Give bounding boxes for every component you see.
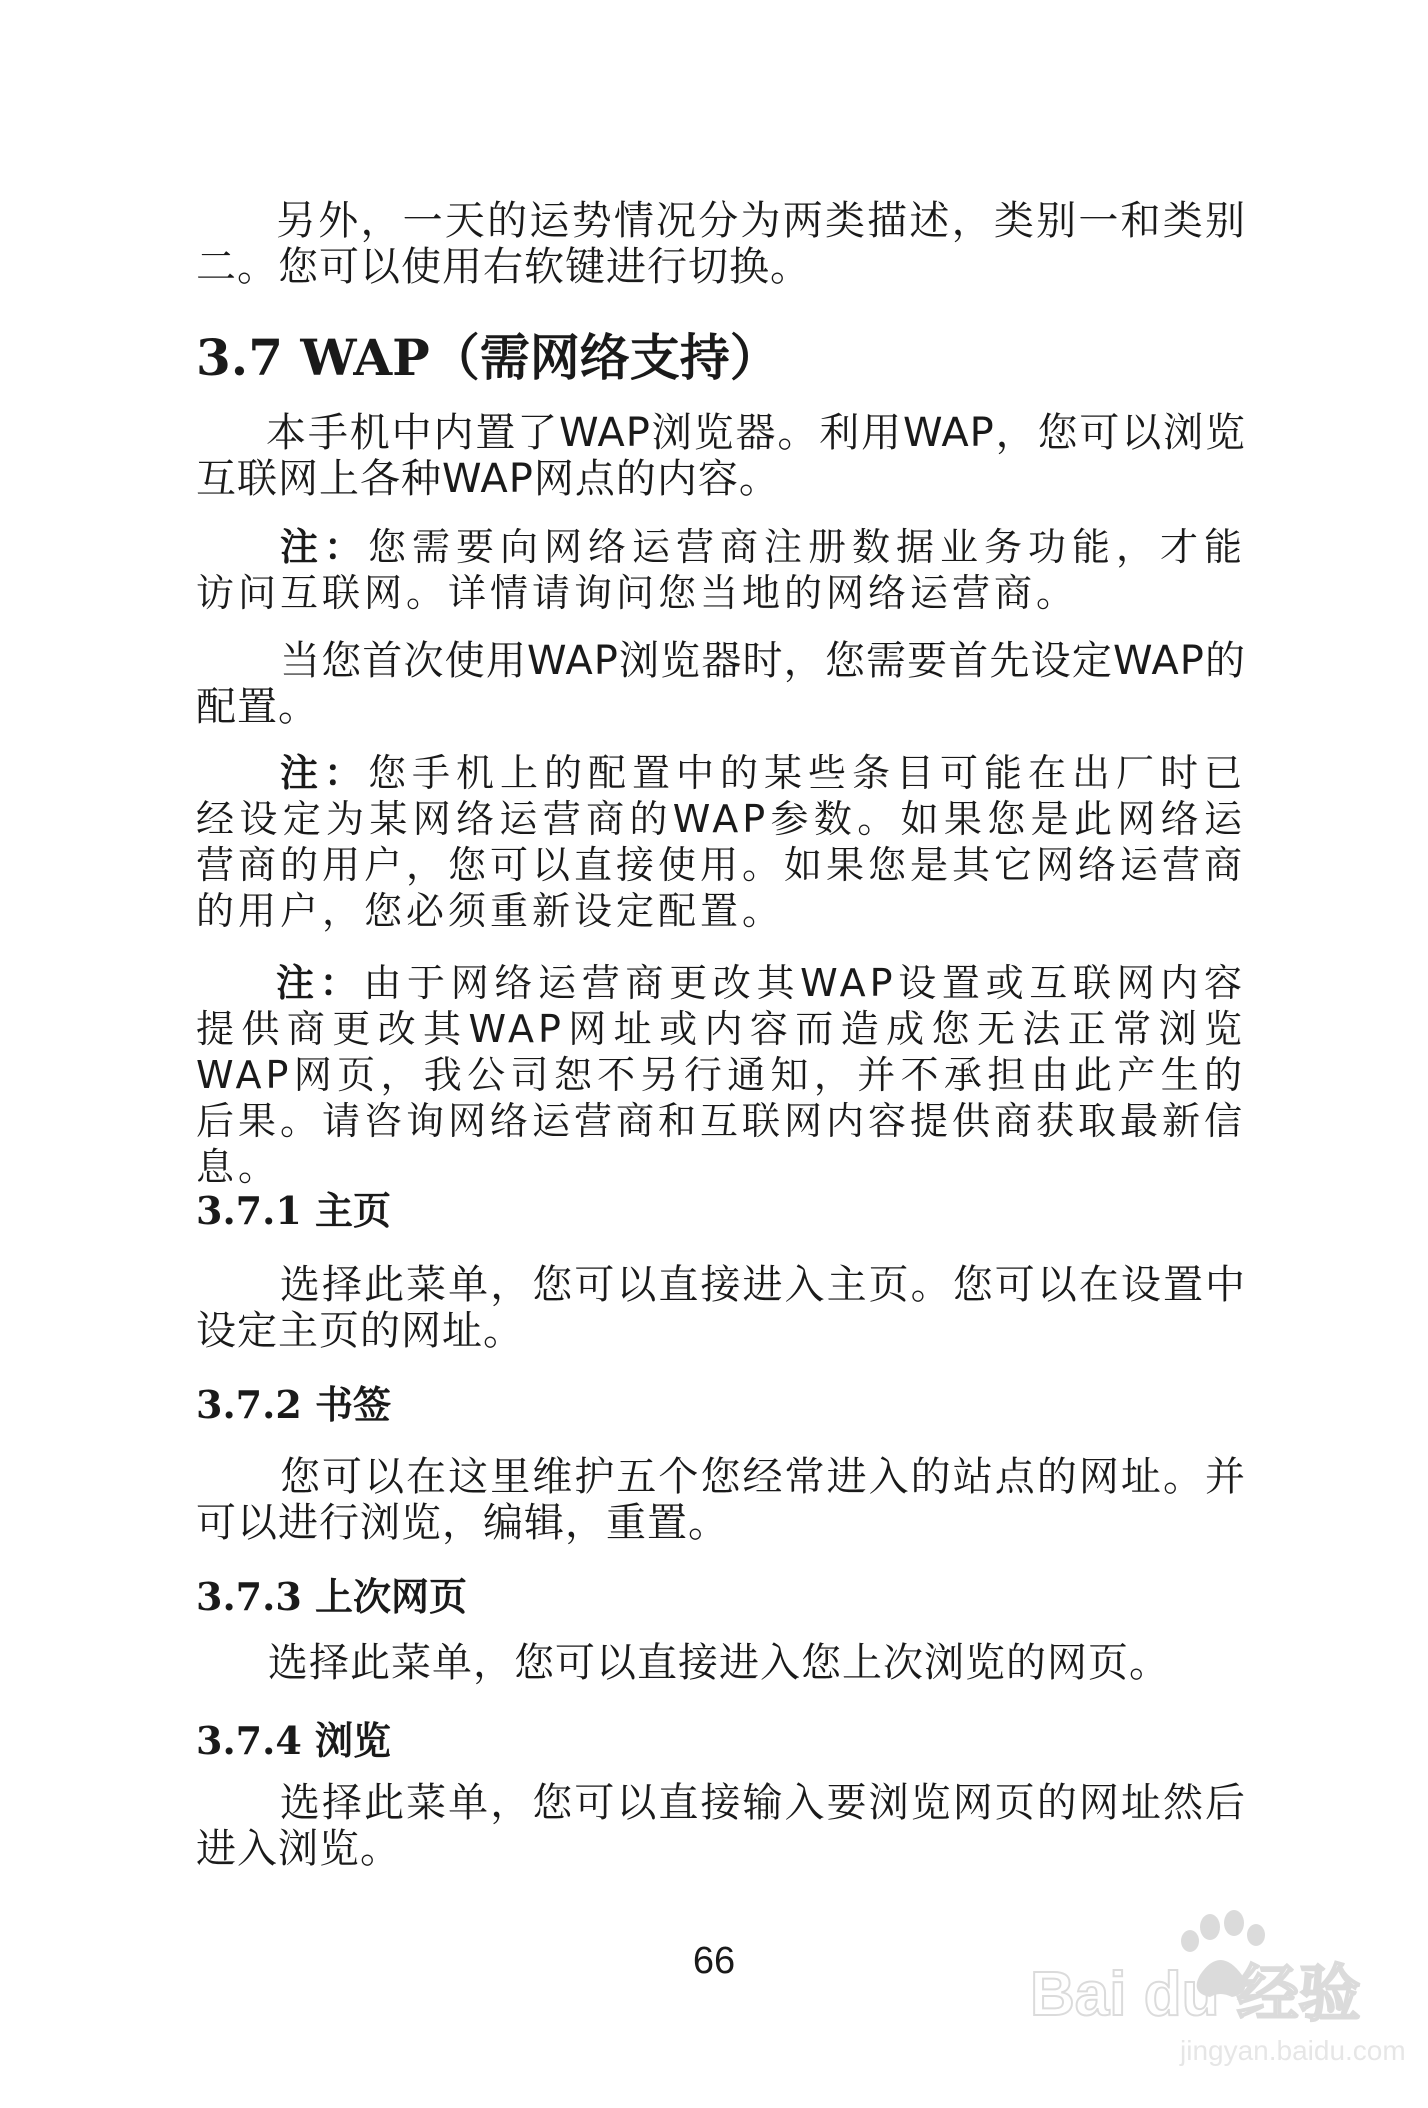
note-label: 注： [280,525,368,569]
subheading-browse: 3.7.4 浏览 [196,1718,392,1763]
section-heading-wap: 3.7 WAP（需网络支持） [196,328,780,387]
note-register-data [196,524,1246,616]
note-label: 注： [280,751,368,795]
watermark-brand: Bai du 经验 [1030,1960,1361,2029]
paragraph-wap-intro: 本手机中内置了WAP浏览器。利用WAP，您可以浏览互联网上各种WAP网点的内容。 [196,410,1246,502]
baidu-logo-icon [1020,1905,1400,2035]
paragraph-home: 选择此菜单，您可以直接进入主页。您可以在设置中设定主页的网址。 [196,1262,1246,1354]
subheading-home: 3.7.1 主页 [196,1188,392,1233]
note-label: 注： [276,961,364,1005]
subheading-bookmark: 3.7.2 书签 [196,1382,392,1427]
baidu-jingyan-watermark [1020,1905,1406,2085]
paragraph-browse: 选择此菜单，您可以直接输入要浏览网页的网址然后进入浏览。 [196,1780,1246,1872]
paragraph-bookmark: 您可以在这里维护五个您经常进入的站点的网址。并可以进行浏览，编辑，重置。 [196,1454,1246,1546]
paragraph-last-page: 选择此菜单，您可以直接进入您上次浏览的网页。 [268,1640,1170,1686]
note-text: 您需要向网络运营商注册数据业务功能，才能访问互联网。详情请询问您当地的网络运营商。 [196,525,1246,615]
paragraph-fortune-categories: 另外，一天的运势情况分为两类描述，类别一和类别二。您可以使用右软键进行切换。 [196,198,1246,290]
watermark-url: jingyan.baidu.com [1180,2035,1406,2066]
note-text: 由于网络运营商更改其WAP设置或互联网内容提供商更改其WAP网址或内容而造成您无法正常浏览WAP网页，我公司恕不另行通知，并不承担由此产生的后果。请咨询网络运营商和互联网内容提供商获取最新信息。 [196,961,1247,1189]
page-number: 66 [692,1940,736,1982]
subheading-last-page: 3.7.3 上次网页 [196,1574,468,1619]
paragraph-first-use: 当您首次使用WAP浏览器时，您需要首先设定WAP的配置。 [196,638,1246,730]
note-disclaimer [196,960,1246,1190]
note-text: 您手机上的配置中的某些条目可能在出厂时已经设定为某网络运营商的WAP参数。如果您是此网络运营商的用户，您可以直接使用。如果您是其它网络运营商的用户，您必须重新设定配置。 [196,751,1247,933]
note-factory-config [196,750,1246,934]
